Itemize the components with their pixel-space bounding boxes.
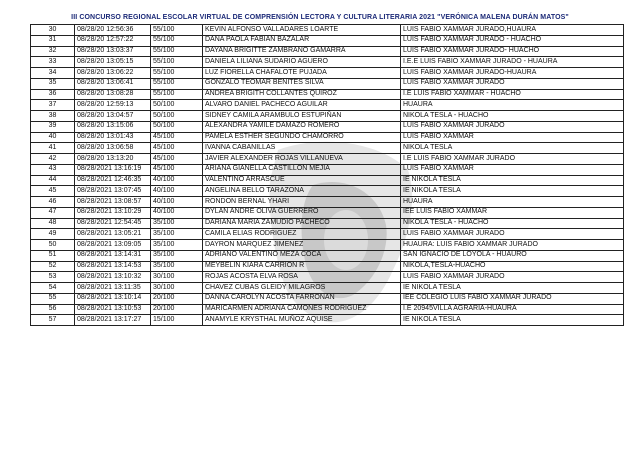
row-number: 37 (31, 100, 75, 111)
table-row (31, 250, 624, 261)
student-name: JAVIER ALEXANDER ROJAS VILLANUEVA (203, 154, 401, 165)
score: 40/100 (151, 197, 203, 208)
submission-time: 08/28/2021 13:10:32 (75, 272, 151, 283)
school-name: I.E LUIS FABIO XAMMAR JURADO (401, 154, 624, 165)
table-row (31, 175, 624, 186)
table-row (31, 315, 624, 326)
submission-time: 08/28/2021 12:46:35 (75, 175, 151, 186)
row-number: 39 (31, 121, 75, 132)
row-number: 41 (31, 143, 75, 154)
school-name: NIKOLA,TESLA-HUACHO (401, 261, 624, 272)
submission-time: 08/28/20 13:01:43 (75, 132, 151, 143)
table-row (31, 111, 624, 122)
school-name: LUIS FABIO XAMMAR JURADO,HUAURA (401, 25, 624, 36)
table-row (31, 197, 624, 208)
row-number: 46 (31, 197, 75, 208)
row-number: 48 (31, 218, 75, 229)
score: 55/100 (151, 68, 203, 79)
table-row (31, 304, 624, 315)
school-name: NIKOLA TESLA - HUACHO (401, 111, 624, 122)
table-row (31, 132, 624, 143)
student-name: ANDREA BRIGITH COLLANTES QUIROZ (203, 89, 401, 100)
submission-time: 08/28/2021 13:09:05 (75, 240, 151, 251)
table-row (31, 240, 624, 251)
school-name: I.E 20945VILLA AGRARIA-HUAURA (401, 304, 624, 315)
row-number: 30 (31, 25, 75, 36)
table-row (31, 164, 624, 175)
row-number: 33 (31, 57, 75, 68)
submission-time: 08/28/20 12:57:22 (75, 35, 151, 46)
student-name: CHAVEZ CUBAS GLEIDY MILAGROS (203, 283, 401, 294)
table-row (31, 186, 624, 197)
score: 45/100 (151, 154, 203, 165)
score: 50/100 (151, 111, 203, 122)
submission-time: 08/28/20 13:06:58 (75, 143, 151, 154)
school-name: LUIS FABIO XAMMAR JURADO (401, 121, 624, 132)
school-name: IE NIKOLA TESLA (401, 175, 624, 186)
score: 20/100 (151, 293, 203, 304)
submission-time: 08/28/2021 13:14:31 (75, 250, 151, 261)
document-title: III CONCURSO REGIONAL ESCOLAR VIRTUAL DE COMPRENSIÓN LECTORA Y CULTURA LITERARIA 2021 "VERÓNICA MALENA DURÁN MATOS" (71, 14, 569, 21)
submission-time: 08/28/2021 13:10:53 (75, 304, 151, 315)
school-name: LUIS FABIO XAMMAR JURADO (401, 272, 624, 283)
school-name: IE NIKOLA TESLA (401, 315, 624, 326)
table-row (31, 46, 624, 57)
score: 35/100 (151, 261, 203, 272)
table-row (31, 143, 624, 154)
score: 55/100 (151, 78, 203, 89)
school-name: SAN IGNACIO DE LOYOLA - HUAURO (401, 250, 624, 261)
submission-time: 08/28/2021 13:08:57 (75, 197, 151, 208)
school-name: LUIS FABIO XAMMAR (401, 164, 624, 175)
student-name: ALEXANDRA YAMILE DAMAZO ROMERO (203, 121, 401, 132)
school-name: HUAURA: LUIS FABIO XAMMAR JURADO (401, 240, 624, 251)
row-number: 43 (31, 164, 75, 175)
student-name: SIDNEY CAMILA ARAMBULO ESTUPIÑAN (203, 111, 401, 122)
score: 35/100 (151, 229, 203, 240)
table-row (31, 57, 624, 68)
row-number: 45 (31, 186, 75, 197)
score: 35/100 (151, 218, 203, 229)
student-name: CAMILA ELIAS RODRIGUEZ (203, 229, 401, 240)
school-name: LUIS FABIO XAMMAR JURADO (401, 229, 624, 240)
school-name: IEE LUIS FABIO XAMMAR (401, 207, 624, 218)
row-number: 44 (31, 175, 75, 186)
score: 55/100 (151, 25, 203, 36)
school-name: NIKOLA TESLA (401, 143, 624, 154)
student-name: DYLAN ANDRE OLIVA GUERRERO (203, 207, 401, 218)
submission-time: 08/28/20 12:59:13 (75, 100, 151, 111)
student-name: KEVIN ALFONSO VALLADARES LOARTE (203, 25, 401, 36)
table-row (31, 218, 624, 229)
student-name: DAYRON MARQUEZ JIMENEZ (203, 240, 401, 251)
table-row (31, 261, 624, 272)
row-number: 54 (31, 283, 75, 294)
student-name: DANIELA LILIANA SUDARIO AGUERO (203, 57, 401, 68)
student-name: ROJAS ACOSTA ELVA ROSA (203, 272, 401, 283)
score: 30/100 (151, 283, 203, 294)
school-name: HUAURA (401, 100, 624, 111)
student-name: ADRIANO VALENTINO MEZA COCA (203, 250, 401, 261)
school-name: LUIS FABIO XAMMAR JURADO-HUAURA (401, 68, 624, 79)
school-name: HUAURA (401, 197, 624, 208)
table-row (31, 25, 624, 36)
row-number: 52 (31, 261, 75, 272)
score: 20/100 (151, 304, 203, 315)
table-row (31, 68, 624, 79)
table-row (31, 272, 624, 283)
score: 45/100 (151, 143, 203, 154)
row-number: 49 (31, 229, 75, 240)
school-name: IEE COLEGIO LUIS FABIO XAMMAR JURADO (401, 293, 624, 304)
results-table (30, 24, 624, 326)
submission-time: 08/28/2021 13:16:19 (75, 164, 151, 175)
table-row (31, 207, 624, 218)
student-name: RONDON BERNAL YHARI (203, 197, 401, 208)
row-number: 57 (31, 315, 75, 326)
score: 50/100 (151, 100, 203, 111)
submission-time: 08/28/2021 13:10:14 (75, 293, 151, 304)
student-name: DANA PAOLA FABIAN BAZALAR (203, 35, 401, 46)
submission-time: 08/28/20 13:04:57 (75, 111, 151, 122)
school-name: LUIS FABIO XAMMAR JURADO (401, 78, 624, 89)
submission-time: 08/28/2021 13:10:29 (75, 207, 151, 218)
school-name: LUIS FABIO XAMMAR (401, 132, 624, 143)
table-row (31, 154, 624, 165)
score: 45/100 (151, 132, 203, 143)
submission-time: 08/28/20 13:15:06 (75, 121, 151, 132)
school-name: IE NIKOLA TESLA (401, 283, 624, 294)
table-row (31, 89, 624, 100)
table-row (31, 283, 624, 294)
student-name: PAMELA ESTHER SEGUNDO CHAMORRO (203, 132, 401, 143)
student-name: MARICARMEN ADRIANA CAMONES RODRIGUEZ (203, 304, 401, 315)
score: 40/100 (151, 207, 203, 218)
score: 15/100 (151, 315, 203, 326)
submission-time: 08/28/20 13:13:20 (75, 154, 151, 165)
student-name: LUZ FIORELLA CHAFALOTE PUJADA (203, 68, 401, 79)
submission-time: 08/28/20 12:56:36 (75, 25, 151, 36)
student-name: MEYBELIN KIARA CARRION R (203, 261, 401, 272)
student-name: DAYANA BRIGITTE ZAMBRANO GAMARRA (203, 46, 401, 57)
student-name: ALVARO DANIEL PACHECO AGUILAR (203, 100, 401, 111)
row-number: 53 (31, 272, 75, 283)
table-row (31, 229, 624, 240)
submission-time: 08/28/2021 13:17:27 (75, 315, 151, 326)
student-name: VALENTINO ARRASCUE (203, 175, 401, 186)
student-name: ANGELINA BELLO TARAZONA (203, 186, 401, 197)
row-number: 36 (31, 89, 75, 100)
student-name: DARIANA MARIA ZAMUDIO PACHECO (203, 218, 401, 229)
submission-time: 08/28/2021 13:07:45 (75, 186, 151, 197)
submission-time: 08/28/2021 13:05:21 (75, 229, 151, 240)
row-number: 55 (31, 293, 75, 304)
score: 50/100 (151, 121, 203, 132)
student-name: ARIANA GIANELLA CASTILLON MEJIA (203, 164, 401, 175)
submission-time: 08/28/20 13:05:15 (75, 57, 151, 68)
row-number: 35 (31, 78, 75, 89)
submission-time: 08/28/2021 12:54:45 (75, 218, 151, 229)
submission-time: 08/28/2021 13:11:35 (75, 283, 151, 294)
row-number: 51 (31, 250, 75, 261)
score: 35/100 (151, 240, 203, 251)
score: 55/100 (151, 57, 203, 68)
table-row (31, 78, 624, 89)
score: 55/100 (151, 89, 203, 100)
score: 35/100 (151, 250, 203, 261)
table-row (31, 121, 624, 132)
school-name: I.E LUIS FABIO XAMMAR - HUACHO (401, 89, 624, 100)
submission-time: 08/28/20 13:06:22 (75, 68, 151, 79)
student-name: GONZALO TEOMAR BENITES SILVA (203, 78, 401, 89)
score: 45/100 (151, 164, 203, 175)
score: 40/100 (151, 175, 203, 186)
table-row (31, 100, 624, 111)
row-number: 40 (31, 132, 75, 143)
school-name: LUIS FABIO XAMMAR JURADO- HUACHO (401, 46, 624, 57)
school-name: IE NIKOLA TESLA (401, 186, 624, 197)
submission-time: 08/28/20 13:06:41 (75, 78, 151, 89)
score: 55/100 (151, 35, 203, 46)
row-number: 47 (31, 207, 75, 218)
school-name: NIKOLA TESLA - HUACHO (401, 218, 624, 229)
school-name: LUIS FABIO XAMMAR JURADO - HUACHO (401, 35, 624, 46)
table-row (31, 293, 624, 304)
student-name: DANNA CAROLYN ACOSTA FARRONAN (203, 293, 401, 304)
row-number: 34 (31, 68, 75, 79)
row-number: 38 (31, 111, 75, 122)
row-number: 32 (31, 46, 75, 57)
submission-time: 08/28/20 13:08:28 (75, 89, 151, 100)
score: 40/100 (151, 186, 203, 197)
table-row (31, 35, 624, 46)
submission-time: 08/28/20 13:03:37 (75, 46, 151, 57)
row-number: 42 (31, 154, 75, 165)
score: 30/100 (151, 272, 203, 283)
student-name: IVANNA CABANILLAS (203, 143, 401, 154)
submission-time: 08/28/2021 13:14:53 (75, 261, 151, 272)
score: 55/100 (151, 46, 203, 57)
student-name: ANAMYLE KRYSTHAL MUÑOZ AQUISE (203, 315, 401, 326)
school-name: I.E.E LUIS FABIO XAMMAR JURADO - HUAURA (401, 57, 624, 68)
row-number: 50 (31, 240, 75, 251)
row-number: 56 (31, 304, 75, 315)
row-number: 31 (31, 35, 75, 46)
